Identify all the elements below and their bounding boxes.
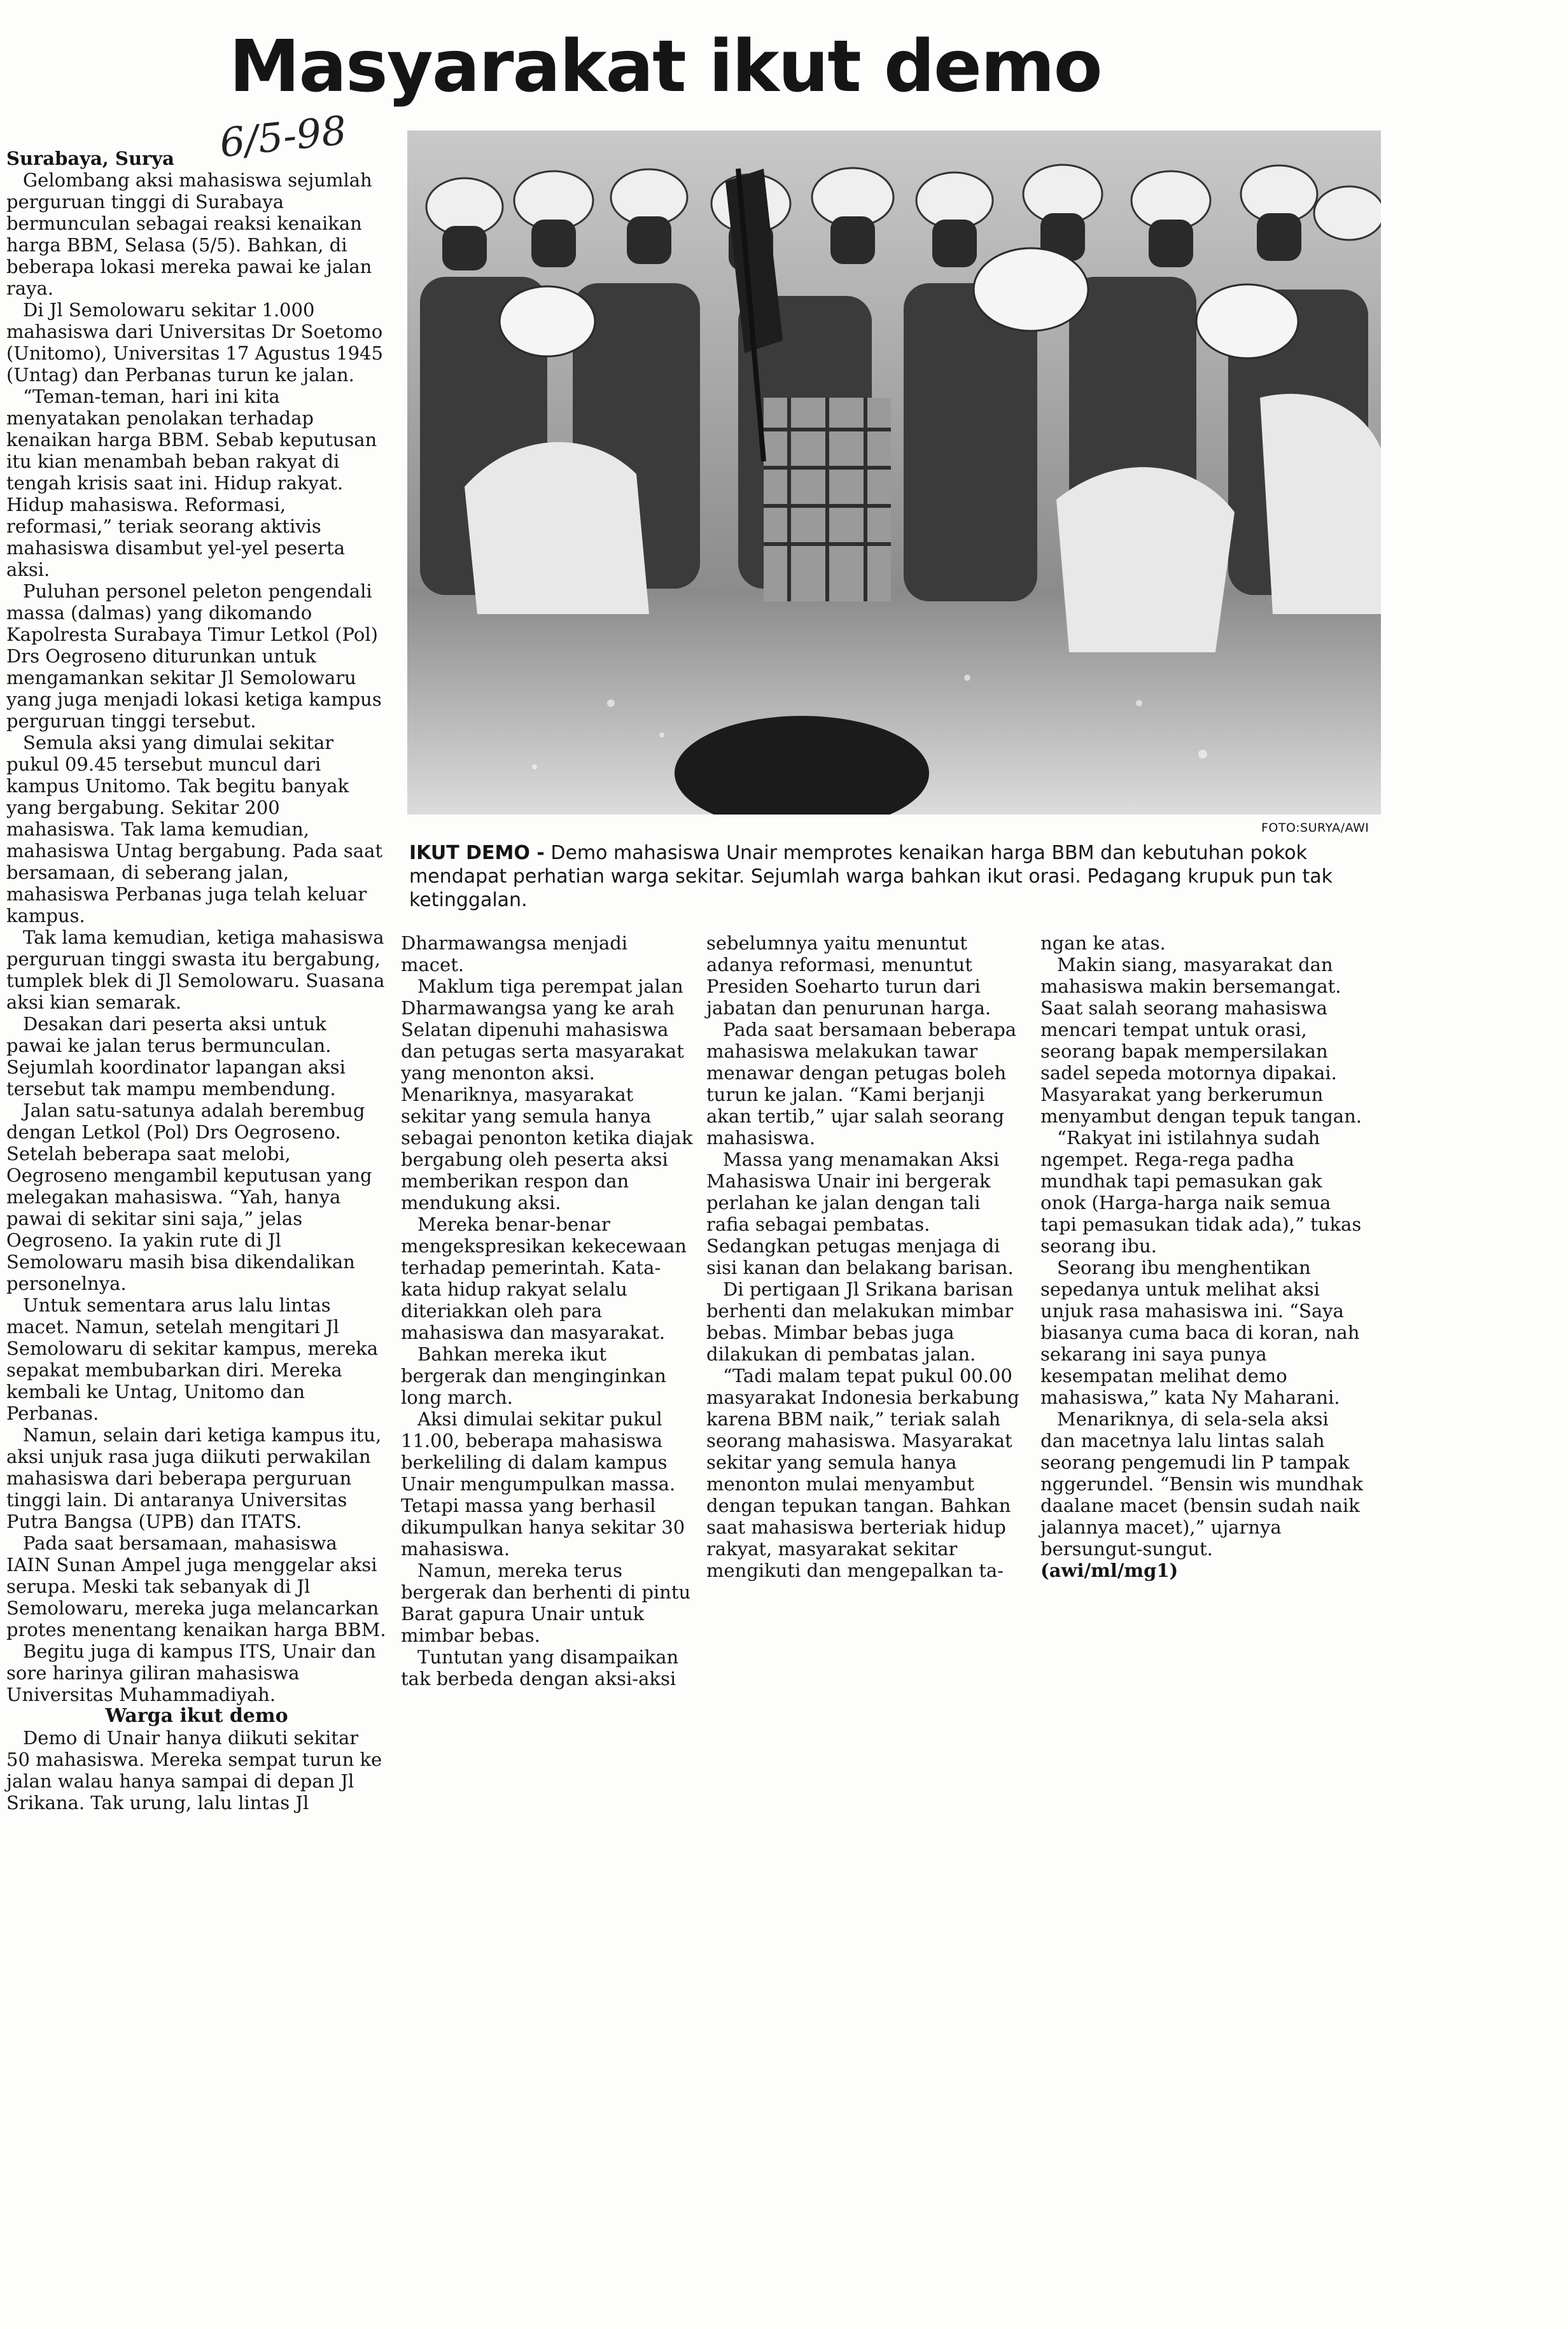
paragraph: Makin siang, masyarakat dan mahasiswa makin bersemangat. Saat salah seorang mahasiswa mencari tempat untuk orasi, seorang bapak mempersilakan sadel sepeda motornya dipakai. Masyarakat yang berkerumun menyambut dengan tepuk tangan.: [1040, 954, 1362, 1127]
paragraph: Dharmawangsa menjadi macet.: [401, 932, 628, 976]
paragraph: Seorang ibu menghentikan sepedanya untuk melihat aksi unjuk rasa mahasiswa ini. “Saya biasanya cuma baca di koran, nah sekarang ini saya punya kesempatan melihat demo mahasiswa,” kata Ny Maharani.: [1040, 1257, 1360, 1408]
caption-text: Demo mahasiswa Unair memprotes kenaikan harga BBM dan kebutuhan pokok mendapat perhatian warga sekitar. Sejumlah warga bahkan ikut orasi. Pedagang krupuk pun tak ketinggalan.: [409, 842, 1333, 911]
paragraph: Di Jl Semolowaru sekitar 1.000 mahasiswa dari Universitas Dr Soetomo (Unitomo), Universitas 17 Agustus 1945 (Untag) dan Perbanas turun ke jalan.: [6, 299, 383, 386]
paragraph: “Tadi malam tepat pukul 00.00 masyarakat Indonesia berkabung karena BBM naik,” teriak salah seorang mahasiswa. Masyarakat sekitar yang semula hanya menonton mulai menyambut dengan tepukan tangan. Bahkan saat mahasiswa berteriak hidup rakyat, masyarakat sekitar mengikuti dan mengepalkan ta-: [706, 1365, 1019, 1581]
column-1: [6, 148, 387, 1814]
protest-crowd-illustration: [407, 130, 1381, 815]
paragraph: Mereka benar-benar mengekspresikan kekecewaan terhadap pemerintah. Kata-kata hidup rakyat selalu diteriakkan oleh para mahasiswa dan masyarakat.: [401, 1213, 687, 1343]
signoff: (awi/ml/mg1): [1040, 1560, 1179, 1581]
column-3: [706, 932, 1028, 1581]
photo-credit: FOTO:SURYA/AWI: [1261, 821, 1369, 835]
handwritten-date: 6/5-98: [217, 106, 349, 167]
paragraph: Begitu juga di kampus ITS, Unair dan sore harinya giliran mahasiswa Universitas Muhammadiyah.: [6, 1640, 376, 1705]
paragraph: “Rakyat ini istilahnya sudah ngempet. Rega-rega padha mundhak tapi pemasukan gak onok (Harga-harga naik semua tapi pemasukan tidak ada),” tukas seorang ibu.: [1040, 1127, 1362, 1257]
subheading: Warga ikut demo: [105, 1705, 288, 1727]
headline: Masyarakat ikut demo: [229, 25, 1102, 108]
paragraph: Untuk sementara arus lalu lintas macet. Namun, setelah mengitari Jl Semolowaru di sekitar kampus, mereka sepakat membubarkan diri. Mereka kembali ke Untag, Unitomo dan Perbanas.: [6, 1294, 379, 1424]
paragraph: Massa yang menamakan Aksi Mahasiswa Unair ini bergerak perlahan ke jalan dengan tali rafia sebagai pembatas. Sedangkan petugas menjaga di sisi kanan dan belakang barisan.: [706, 1149, 1014, 1278]
paragraph: “Teman-teman, hari ini kita menyatakan penolakan terhadap kenaikan harga BBM. Sebab keputusan itu kian menambah beban rakyat di tengah krisis saat ini. Hidup rakyat. Hidup mahasiswa. Reformasi, reformasi,” teriak seorang aktivis mahasiswa disambut yel-yel peserta aksi.: [6, 386, 377, 580]
news-photo: [407, 130, 1381, 815]
paragraph: Namun, mereka terus bergerak dan berhenti di pintu Barat gapura Unair untuk mimbar bebas.: [401, 1560, 691, 1646]
column-4: [1040, 932, 1365, 1581]
photo-caption: [409, 841, 1383, 912]
paragraph: Bahkan mereka ikut bergerak dan menginginkan long march.: [401, 1343, 666, 1408]
paragraph: Semula aksi yang dimulai sekitar pukul 09.45 tersebut muncul dari kampus Unitomo. Tak begitu banyak yang bergabung. Sekitar 200 mahasiswa. Tak lama kemudian, mahasiswa Untag bergabung. Pada saat bersamaan, di seberang jalan, mahasiswa Perbanas juga telah keluar kampus.: [6, 732, 383, 927]
paragraph: Desakan dari peserta aksi untuk pawai ke jalan terus bermunculan. Sejumlah koordinator lapangan aksi tersebut tak mampu membendung.: [6, 1013, 346, 1100]
paragraph: Maklum tiga perempat jalan Dharmawangsa yang ke arah Selatan dipenuhi mahasiswa dan petugas serta masyarakat yang menonton aksi. Menariknya, masyarakat sekitar yang semula hanya sebagai penonton ketika diajak bergabung oleh peserta aksi memberikan respon dan mendukung aksi.: [401, 976, 693, 1213]
column-2: [401, 932, 694, 1689]
paragraph: ngan ke atas.: [1040, 932, 1166, 954]
paragraph: Pada saat bersamaan beberapa mahasiswa melakukan tawar menawar dengan petugas boleh turun ke jalan. “Kami berjanji akan tertib,” ujar salah seorang mahasiswa.: [706, 1019, 1017, 1149]
paragraph: Tak lama kemudian, ketiga mahasiswa perguruan tinggi swasta itu bergabung, tumplek blek di Jl Semolowaru. Suasana aksi kian semarak.: [6, 927, 385, 1013]
paragraph: Pada saat bersamaan, mahasiswa IAIN Sunan Ampel juga menggelar aksi serupa. Meski tak sebanyak di Jl Semolowaru, mereka juga melancarkan protes menentang kenaikan harga BBM.: [6, 1532, 386, 1640]
paragraph: Namun, selain dari ketiga kampus itu, aksi unjuk rasa juga diikuti perwakilan mahasiswa dari beberapa perguruan tinggi lain. Di antaranya Universitas Putra Bangsa (UPB) dan ITATS.: [6, 1424, 382, 1532]
paragraph: Menariknya, di sela-sela aksi dan macetnya lalu lintas salah seorang pengemudi lin P tampak nggerundel. “Bensin wis mundhak daalane macet (bensin sudah naik jalannya macet),” ujarnya bersungut-sungut.: [1040, 1408, 1363, 1560]
paragraph: Puluhan personel peleton pengendali massa (dalmas) yang dikomando Kapolresta Surabaya Timur Letkol (Pol) Drs Oegroseno diturunkan untuk mengamankan sekitar Jl Semolowaru yang juga menjadi lokasi ketiga kampus perguruan tinggi tersebut.: [6, 580, 382, 732]
paragraph: sebelumnya yaitu menuntut adanya reformasi, menuntut Presiden Soeharto turun dari jabatan dan penurunan harga.: [706, 932, 991, 1019]
paragraph: Di pertigaan Jl Srikana barisan berhenti dan melakukan mimbar bebas. Mimbar bebas juga dilakukan di pembatas jalan.: [706, 1278, 1014, 1365]
paragraph: Tuntutan yang disampaikan tak berbeda dengan aksi-aksi: [401, 1646, 679, 1689]
caption-lead: IKUT DEMO -: [409, 842, 545, 864]
paragraph: Gelombang aksi mahasiswa sejumlah perguruan tinggi di Surabaya bermunculan sebagai reaksi kenaikan harga BBM, Selasa (5/5). Bahkan, di beberapa lokasi mereka pawai ke jalan raya.: [6, 169, 372, 299]
dateline: Surabaya, Surya: [6, 148, 174, 169]
paragraph: Jalan satu-satunya adalah berembug dengan Letkol (Pol) Drs Oegroseno. Setelah beberapa saat melobi, Oegroseno mengambil keputusan yang melegakan mahasiswa. “Yah, hanya pawai di sekitar sini saja,” jelas Oegroseno. Ia yakin rute di Jl Semolowaru masih bisa dikendalikan personelnya.: [6, 1100, 372, 1294]
paragraph: Aksi dimulai sekitar pukul 11.00, beberapa mahasiswa berkeliling di dalam kampus Unair mengumpulkan massa. Tetapi massa yang berhasil dikumpulkan hanya sekitar 30 mahasiswa.: [401, 1408, 685, 1560]
paragraph: Demo di Unair hanya diikuti sekitar 50 mahasiswa. Mereka sempat turun ke jalan walau hanya sampai di depan Jl Srikana. Tak urung, lalu lintas Jl: [6, 1727, 382, 1814]
